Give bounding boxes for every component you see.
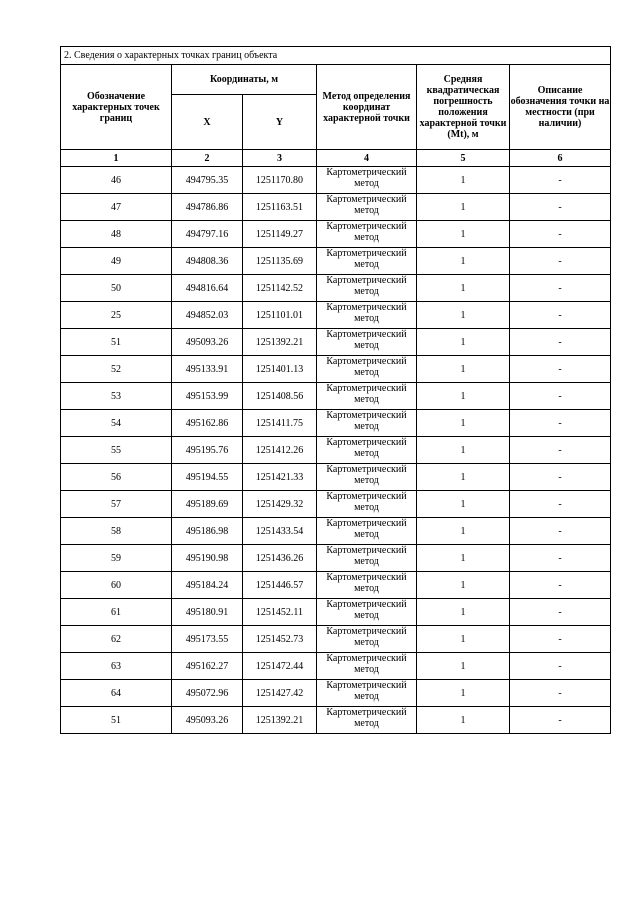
description-cell: -	[510, 410, 611, 437]
method-cell: Картометрический метод	[317, 653, 417, 680]
table-row	[61, 302, 611, 329]
error-cell: 1	[417, 248, 510, 275]
method-cell: Картометрический метод	[317, 302, 417, 329]
description-cell: -	[510, 275, 611, 302]
x-coordinate-cell: 495093.26	[172, 329, 243, 356]
error-cell: 1	[417, 518, 510, 545]
error-cell: 1	[417, 221, 510, 248]
x-coordinate-cell: 494797.16	[172, 221, 243, 248]
method-cell: Картометрический метод	[317, 707, 417, 734]
point-id-cell: 64	[61, 680, 172, 707]
x-coordinate-cell: 494795.35	[172, 167, 243, 194]
column-number: 3	[243, 150, 317, 167]
error-cell: 1	[417, 572, 510, 599]
table-row	[61, 356, 611, 383]
error-cell: 1	[417, 464, 510, 491]
description-cell: -	[510, 572, 611, 599]
header-x: X	[172, 95, 243, 150]
y-coordinate-cell: 1251452.11	[243, 599, 317, 626]
boundary-points-table	[60, 46, 611, 734]
error-cell: 1	[417, 194, 510, 221]
point-id-cell: 49	[61, 248, 172, 275]
y-coordinate-cell: 1251408.56	[243, 383, 317, 410]
error-cell: 1	[417, 275, 510, 302]
header-method: Метод определения координат характерной точки	[317, 65, 417, 150]
caption-row	[61, 47, 611, 65]
table-row	[61, 167, 611, 194]
method-cell: Картометрический метод	[317, 491, 417, 518]
method-cell: Картометрический метод	[317, 275, 417, 302]
table-row	[61, 437, 611, 464]
point-id-cell: 50	[61, 275, 172, 302]
y-coordinate-cell: 1251392.21	[243, 707, 317, 734]
header-row-top	[61, 65, 611, 95]
x-coordinate-cell: 495173.55	[172, 626, 243, 653]
point-id-cell: 47	[61, 194, 172, 221]
point-id-cell: 62	[61, 626, 172, 653]
x-coordinate-cell: 495180.91	[172, 599, 243, 626]
point-id-cell: 60	[61, 572, 172, 599]
point-id-cell: 63	[61, 653, 172, 680]
description-cell: -	[510, 464, 611, 491]
point-id-cell: 51	[61, 707, 172, 734]
method-cell: Картометрический метод	[317, 437, 417, 464]
column-number: 2	[172, 150, 243, 167]
point-id-cell: 53	[61, 383, 172, 410]
y-coordinate-cell: 1251401.13	[243, 356, 317, 383]
x-coordinate-cell: 495133.91	[172, 356, 243, 383]
table-row	[61, 248, 611, 275]
x-coordinate-cell: 495194.55	[172, 464, 243, 491]
method-cell: Картометрический метод	[317, 221, 417, 248]
description-cell: -	[510, 707, 611, 734]
point-id-cell: 56	[61, 464, 172, 491]
y-coordinate-cell: 1251429.32	[243, 491, 317, 518]
description-cell: -	[510, 329, 611, 356]
table-row	[61, 194, 611, 221]
error-cell: 1	[417, 653, 510, 680]
y-coordinate-cell: 1251163.51	[243, 194, 317, 221]
method-cell: Картометрический метод	[317, 545, 417, 572]
y-coordinate-cell: 1251142.52	[243, 275, 317, 302]
method-cell: Картометрический метод	[317, 410, 417, 437]
y-coordinate-cell: 1251452.73	[243, 626, 317, 653]
point-id-cell: 59	[61, 545, 172, 572]
y-coordinate-cell: 1251170.80	[243, 167, 317, 194]
table-row	[61, 329, 611, 356]
description-cell: -	[510, 356, 611, 383]
y-coordinate-cell: 1251412.26	[243, 437, 317, 464]
y-coordinate-cell: 1251101.01	[243, 302, 317, 329]
description-cell: -	[510, 491, 611, 518]
header-description: Описание обозначения точки на местности (при наличии)	[510, 65, 611, 150]
x-coordinate-cell: 495195.76	[172, 437, 243, 464]
point-id-cell: 52	[61, 356, 172, 383]
header-designation: Обозначение характерных точек границ	[61, 65, 172, 150]
y-coordinate-cell: 1251446.57	[243, 572, 317, 599]
error-cell: 1	[417, 410, 510, 437]
error-cell: 1	[417, 491, 510, 518]
method-cell: Картометрический метод	[317, 680, 417, 707]
x-coordinate-cell: 495186.98	[172, 518, 243, 545]
table-row	[61, 599, 611, 626]
x-coordinate-cell: 495162.27	[172, 653, 243, 680]
point-id-cell: 57	[61, 491, 172, 518]
y-coordinate-cell: 1251392.21	[243, 329, 317, 356]
error-cell: 1	[417, 383, 510, 410]
description-cell: -	[510, 383, 611, 410]
description-cell: -	[510, 599, 611, 626]
x-coordinate-cell: 494816.64	[172, 275, 243, 302]
method-cell: Картометрический метод	[317, 518, 417, 545]
column-numbers-row	[61, 150, 611, 167]
x-coordinate-cell: 495093.26	[172, 707, 243, 734]
description-cell: -	[510, 545, 611, 572]
table-row	[61, 680, 611, 707]
x-coordinate-cell: 495184.24	[172, 572, 243, 599]
table-row	[61, 275, 611, 302]
method-cell: Картометрический метод	[317, 329, 417, 356]
error-cell: 1	[417, 680, 510, 707]
column-number: 4	[317, 150, 417, 167]
description-cell: -	[510, 437, 611, 464]
table-row	[61, 410, 611, 437]
x-coordinate-cell: 494808.36	[172, 248, 243, 275]
method-cell: Картометрический метод	[317, 572, 417, 599]
table-row	[61, 653, 611, 680]
table-body	[61, 167, 611, 734]
column-number: 6	[510, 150, 611, 167]
point-id-cell: 55	[61, 437, 172, 464]
description-cell: -	[510, 680, 611, 707]
section-title: 2. Сведения о характерных точках границ объекта	[61, 47, 611, 65]
header-y: Y	[243, 95, 317, 150]
table-row	[61, 626, 611, 653]
method-cell: Картометрический метод	[317, 167, 417, 194]
error-cell: 1	[417, 302, 510, 329]
description-cell: -	[510, 167, 611, 194]
table-row	[61, 383, 611, 410]
y-coordinate-cell: 1251135.69	[243, 248, 317, 275]
method-cell: Картометрический метод	[317, 248, 417, 275]
table-row	[61, 221, 611, 248]
table-row	[61, 518, 611, 545]
x-coordinate-cell: 494786.86	[172, 194, 243, 221]
method-cell: Картометрический метод	[317, 194, 417, 221]
table-row	[61, 707, 611, 734]
point-id-cell: 51	[61, 329, 172, 356]
y-coordinate-cell: 1251411.75	[243, 410, 317, 437]
y-coordinate-cell: 1251149.27	[243, 221, 317, 248]
error-cell: 1	[417, 437, 510, 464]
point-id-cell: 61	[61, 599, 172, 626]
table-row	[61, 572, 611, 599]
method-cell: Картометрический метод	[317, 626, 417, 653]
table-row	[61, 545, 611, 572]
error-cell: 1	[417, 167, 510, 194]
error-cell: 1	[417, 599, 510, 626]
description-cell: -	[510, 302, 611, 329]
method-cell: Картометрический метод	[317, 383, 417, 410]
y-coordinate-cell: 1251421.33	[243, 464, 317, 491]
error-cell: 1	[417, 707, 510, 734]
error-cell: 1	[417, 329, 510, 356]
point-id-cell: 25	[61, 302, 172, 329]
x-coordinate-cell: 495072.96	[172, 680, 243, 707]
column-number: 1	[61, 150, 172, 167]
method-cell: Картометрический метод	[317, 464, 417, 491]
x-coordinate-cell: 495189.69	[172, 491, 243, 518]
point-id-cell: 48	[61, 221, 172, 248]
description-cell: -	[510, 194, 611, 221]
point-id-cell: 58	[61, 518, 172, 545]
y-coordinate-cell: 1251436.26	[243, 545, 317, 572]
method-cell: Картометрический метод	[317, 599, 417, 626]
description-cell: -	[510, 221, 611, 248]
table-row	[61, 491, 611, 518]
description-cell: -	[510, 626, 611, 653]
y-coordinate-cell: 1251427.42	[243, 680, 317, 707]
x-coordinate-cell: 495153.99	[172, 383, 243, 410]
x-coordinate-cell: 495190.98	[172, 545, 243, 572]
header-error: Средняя квадратическая погрешность положения характерной точки (Mt), м	[417, 65, 510, 150]
error-cell: 1	[417, 356, 510, 383]
point-id-cell: 54	[61, 410, 172, 437]
description-cell: -	[510, 248, 611, 275]
table-row	[61, 464, 611, 491]
y-coordinate-cell: 1251433.54	[243, 518, 317, 545]
y-coordinate-cell: 1251472.44	[243, 653, 317, 680]
x-coordinate-cell: 495162.86	[172, 410, 243, 437]
x-coordinate-cell: 494852.03	[172, 302, 243, 329]
method-cell: Картометрический метод	[317, 356, 417, 383]
error-cell: 1	[417, 545, 510, 572]
point-id-cell: 46	[61, 167, 172, 194]
column-number: 5	[417, 150, 510, 167]
description-cell: -	[510, 518, 611, 545]
error-cell: 1	[417, 626, 510, 653]
description-cell: -	[510, 653, 611, 680]
header-coordinates: Координаты, м	[172, 65, 317, 95]
